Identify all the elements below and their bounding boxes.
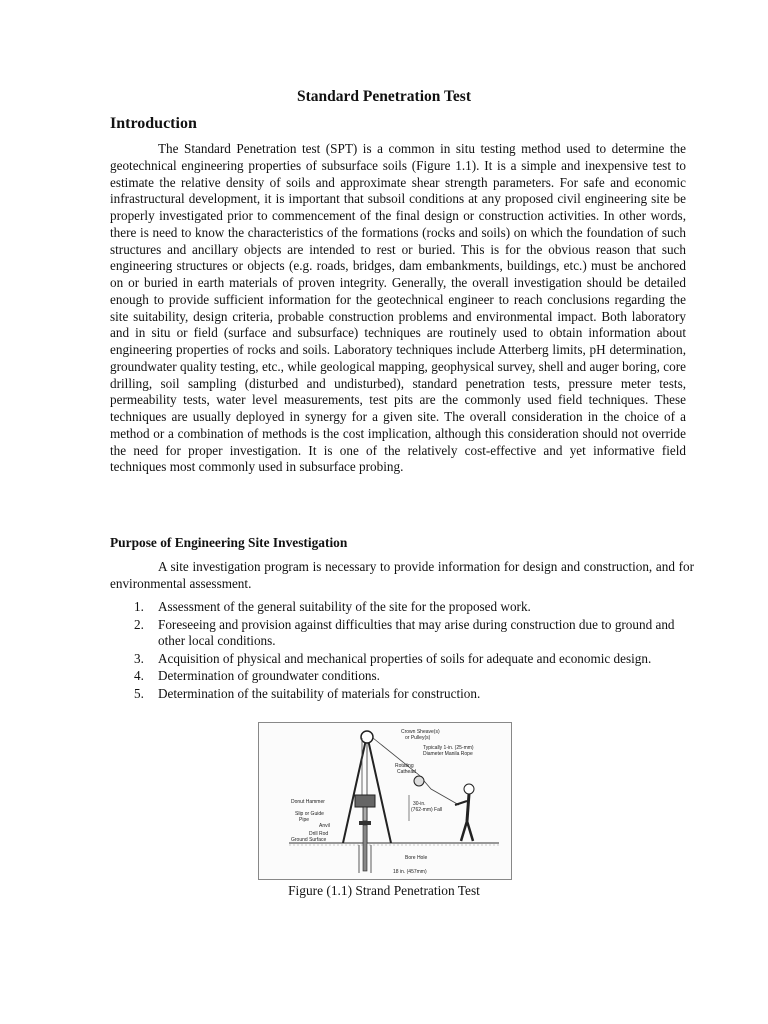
operator-head-icon [464,784,474,794]
list-item [110,686,694,703]
label-rope: Typically 1-in. (25-mm) [423,745,474,751]
anvil-icon [359,821,371,825]
spt-figure [258,722,512,880]
label-slip-pipe-2: Pipe [299,817,310,823]
list-item [110,668,694,685]
list-item-number: 4. [134,668,144,683]
list-item-text: Determination of groundwater conditions. [158,668,380,683]
label-donut-hammer: Donut Hammer [291,799,325,805]
label-fall: 30-in. [413,801,426,807]
list-item-number: 3. [134,650,144,666]
figure-caption: Figure (1.1) Strand Penetration Test [288,883,480,898]
label-cathead-2: Cathead [397,769,416,775]
list-item-text: Foreseeing and provision against difficulties that may arise during construction due to ground and other local conditions. [158,616,675,648]
introduction-paragraph: The Standard Penetration test (SPT) is a common in situ testing method used to determine the geotechnical engineering properties of subsurface soils (Figure 1.1). It is a simple and inexpensive test to estimate the relative density of soils and approximate shear strength parameters. For safe and economic infrastructural development, it is important that subsoil conditions at any proposed civil engineering site be properly investigated prior to commencement of the final design or construction activities. In other words, there is need to know the characteristics of the formations (rocks and soils) on which the foundation of such structures and ancillary objects are intended to rest or buried. This is for the obvious reason that such engineering structures or objects (e.g. roads, bridges, dam embankments, buildings, etc.) must be anchored on or buried in earth materials of proven integrity. Generally, the overall investigation should be detailed enough to provide sufficient information for the geotechnical engineer to reach conclusions regarding the site suitability, design criteria, probable construction problems and environmental impact. Both laboratory and in situ or field (surface and subsurface) techniques are routinely used to obtain information about engineering properties of rocks and soils. Laboratory techniques include Atterberg limits, pH determination, groundwater quality testing, etc., while geological mapping, geophysical survey, shell and auger boring, core drilling, soil sampling (disturbed and undisturbed), standard penetration tests, pressure meter tests, permeability tests, water level measurements, test pits are the commonly used field techniques. These techniques are usually deployed in synergy for a given site. The overall consideration in the choice of a method or a combination of methods is the cost implication, although this consideration should not override the need for proper investigation. It is one of the relatively cost-effective and yet informative field techniques most commonly used in subsurface probing. [110,141,686,475]
guide-pipe-icon [363,807,367,821]
operator-body [467,794,469,821]
list-item-number: 5. [134,685,144,701]
cathead-icon [414,776,424,786]
label-crown-2: or Pulley(s) [405,735,431,741]
introduction-heading: Introduction [110,115,197,132]
label-ground-surface: Ground Surface [291,837,327,843]
purpose-list [110,599,694,703]
operator-leg-right [467,821,473,841]
crown-sheave-icon [361,731,373,743]
label-drill-rod: Drill Rod [309,831,329,837]
operator-arm [455,801,467,805]
spt-diagram [259,723,511,879]
label-slip-pipe: Slip or Guide [295,811,324,817]
page-title: Standard Penetration Test [297,88,471,105]
list-item-number: 2. [134,616,144,632]
list-item [110,599,694,616]
purpose-heading: Purpose of Engineering Site Investigation [110,535,348,550]
list-item [110,651,694,668]
purpose-paragraph: A site investigation program is necessary to provide information for design and construction, and for environmental assessment. [110,559,694,591]
list-item-text: Determination of the suitability of materials for construction. [158,685,481,701]
label-bottom: 18 in. (457mm) [393,869,427,875]
label-crown: Crown Sheave(s) [401,729,440,735]
list-item-number: 1. [134,599,144,614]
label-cathead: Rotating [395,763,414,769]
operator-leg-left [461,821,467,841]
label-bore-hole: Bore Hole [405,855,428,861]
tripod-leg-right [367,735,391,843]
label-anvil: Anvil [319,823,330,829]
label-rope-2: Diameter Manila Rope [423,751,473,757]
drill-rod-icon [363,825,367,871]
donut-hammer-icon [355,795,375,807]
list-item-text: Assessment of the general suitability of the site for the proposed work. [158,599,531,614]
list-item-text: Acquisition of physical and mechanical properties of soils for adequate and economic design. [158,650,652,666]
list-item [110,617,694,650]
label-fall-2: (762-mm) Fall [411,807,443,813]
